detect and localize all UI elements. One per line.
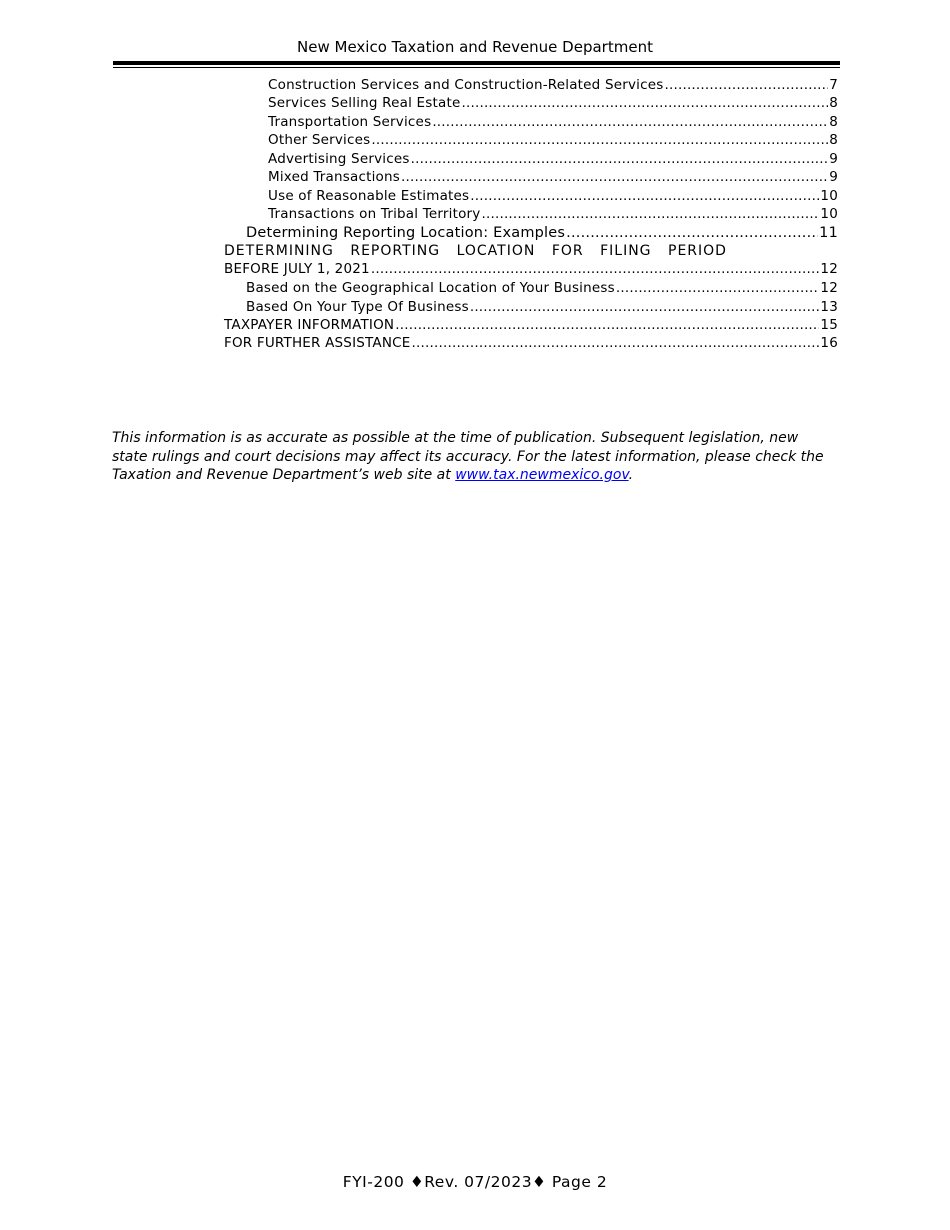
toc-leader-dots <box>481 205 819 223</box>
toc-entry-label: FOR FURTHER ASSISTANCE <box>224 335 411 351</box>
heading-word: FILING <box>600 243 652 259</box>
toc-leader-dots <box>664 76 828 94</box>
toc-leader-dots <box>470 298 820 316</box>
toc-entry-label: Based On Your Type Of Business <box>246 299 469 315</box>
toc-entry-page: 7 <box>829 77 838 93</box>
disclaimer-paragraph <box>112 429 828 485</box>
toc-entry-label: Transactions on Tribal Territory <box>268 206 481 222</box>
toc-entry-label: BEFORE JULY 1, 2021 <box>224 261 370 277</box>
toc-entry-label: Based on the Geographical Location of Your Business <box>246 280 615 296</box>
toc-entry-label: Construction Services and Construction-Related Services <box>268 77 664 93</box>
toc-entry-label: Other Services <box>268 132 371 148</box>
toc-entry-page: 10 <box>820 188 838 204</box>
heading-word: FOR <box>551 243 584 259</box>
toc-entry-construction-services[interactable] <box>268 76 838 94</box>
toc-entry-geographical-location[interactable] <box>246 279 838 297</box>
toc-entry-determining-heading-line1[interactable] <box>224 242 727 260</box>
toc-entry-label: Services Selling Real Estate <box>268 95 461 111</box>
page-header: New Mexico Taxation and Revenue Department <box>297 38 653 56</box>
heading-word: LOCATION <box>456 243 536 259</box>
toc-entry-reporting-location-examples[interactable] <box>246 224 838 242</box>
toc-entry-page: 9 <box>829 151 838 167</box>
toc-entry-page: 11 <box>819 225 838 241</box>
toc-leader-dots <box>411 150 829 168</box>
toc-entry-label: Determining Reporting Location: Examples <box>246 225 566 241</box>
toc-entry-other-services[interactable] <box>268 131 838 149</box>
toc-entry-page: 16 <box>820 335 838 351</box>
toc-entry-label: TAXPAYER INFORMATION <box>224 317 395 333</box>
toc-entry-label: Use of Reasonable Estimates <box>268 188 470 204</box>
toc-leader-dots <box>566 224 818 242</box>
toc-entry-page: 8 <box>829 114 838 130</box>
toc-leader-dots <box>412 334 820 352</box>
website-link[interactable]: www.tax.newmexico.gov <box>455 467 629 483</box>
toc-leader-dots <box>371 260 820 278</box>
header-rule-thin <box>113 67 840 68</box>
disclaimer-text: This information is as accurate as possible at the time of publication. Subsequent legislation, new state rulings and court decisions may affect its accuracy. For the latest information, please check the Taxation and Revenue Department’s web site at <box>112 430 824 483</box>
toc-entry-page: 12 <box>820 280 838 296</box>
toc-entry-reasonable-estimates[interactable] <box>268 187 838 205</box>
toc-entry-further-assistance[interactable] <box>224 334 838 352</box>
toc-leader-dots <box>470 187 819 205</box>
toc-entry-determining-heading-line2[interactable] <box>224 260 838 278</box>
toc-entry-transportation-services[interactable] <box>268 113 838 131</box>
toc-entry-taxpayer-information[interactable] <box>224 316 838 334</box>
toc-entry-page: 12 <box>820 261 838 277</box>
page-footer: FYI-200 ♦Rev. 07/2023♦ Page 2 <box>342 1173 608 1191</box>
toc-leader-dots <box>432 113 828 131</box>
heading-word: PERIOD <box>668 243 727 259</box>
heading-word: DETERMINING <box>224 243 334 259</box>
toc-leader-dots <box>401 168 828 186</box>
toc-entry-type-of-business[interactable] <box>246 298 838 316</box>
toc-entry-label: Advertising Services <box>268 151 410 167</box>
toc-entry-page: 8 <box>829 132 838 148</box>
heading-word: REPORTING <box>350 243 441 259</box>
disclaimer-suffix: . <box>628 467 634 483</box>
toc-entry-page: 13 <box>820 299 838 315</box>
toc-entry-advertising-services[interactable] <box>268 150 838 168</box>
toc-entry-page: 9 <box>829 169 838 185</box>
toc-leader-dots <box>616 279 820 297</box>
toc-entry-tribal-territory[interactable] <box>268 205 838 223</box>
toc-entry-mixed-transactions[interactable] <box>268 168 838 186</box>
header-rule-thick <box>113 61 840 65</box>
toc-entry-label: Transportation Services <box>268 114 432 130</box>
toc-entry-services-selling-real-estate[interactable] <box>268 94 838 112</box>
toc-entry-page: 8 <box>829 95 838 111</box>
toc-leader-dots <box>395 316 819 334</box>
toc-entry-label: Mixed Transactions <box>268 169 401 185</box>
toc-leader-dots <box>371 131 828 149</box>
toc-entry-page: 10 <box>820 206 838 222</box>
toc-entry-page: 15 <box>820 317 838 333</box>
toc-leader-dots <box>461 94 828 112</box>
